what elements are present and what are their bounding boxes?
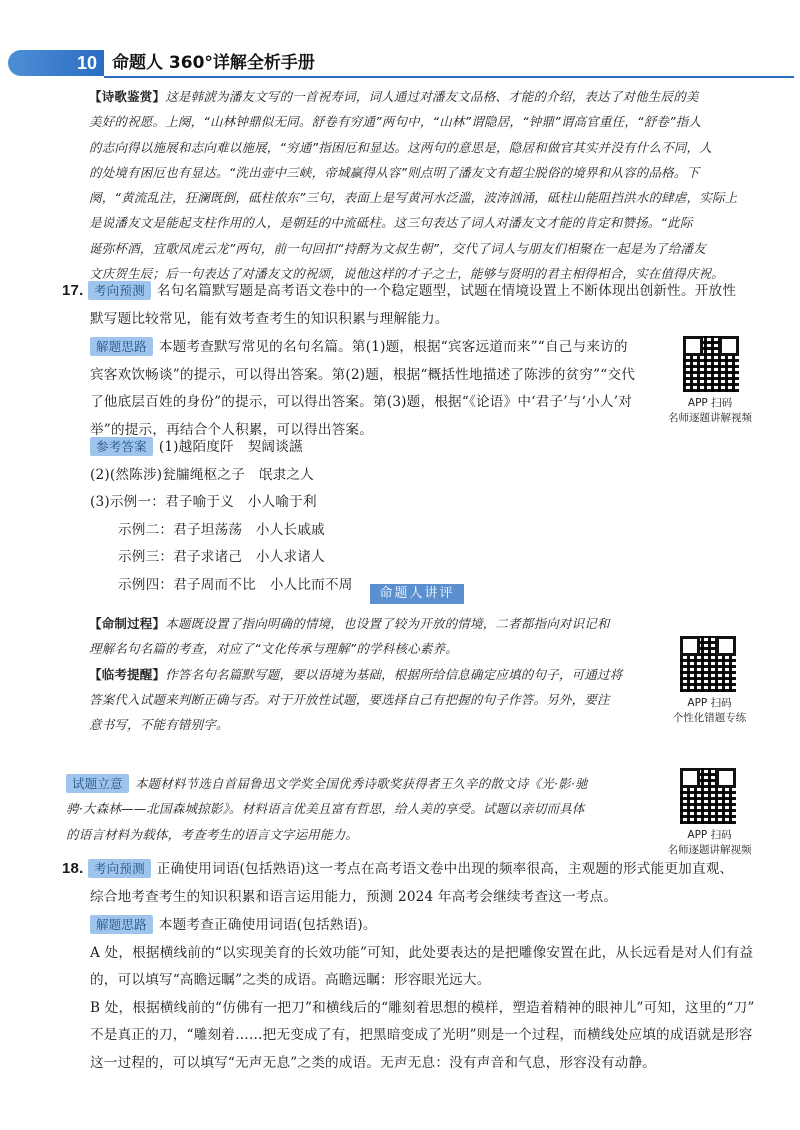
q18-approach-line: 本题考查正确使用词语(包括熟语)。 xyxy=(158,917,377,933)
qr-caption-line: APP 扫码 xyxy=(687,397,733,409)
reminder-line: 答案代入试题来判断正确与否。对于开放性试题，要选择自己有把握的句子作答。另外，要注 xyxy=(89,691,610,707)
q18-forecast-line: 正确使用词语(包括熟语)这一考点在高考语文卷中出现的频率很高，主观题的形式能更加直观、 xyxy=(156,861,734,877)
q18-approach xyxy=(90,912,780,1077)
appreciation-line: 这是韩淲为潘友文写的一首祝寿词，词人通过对潘友文品格、才能的介绍，表达了对他生辰的美 xyxy=(165,89,699,104)
q17-qr-caption xyxy=(655,396,765,426)
q17-answer-line: 示例四：君子周而不比 小人比而不周 xyxy=(118,576,353,593)
intent-block xyxy=(66,771,666,847)
qr-caption-line: APP 扫码 xyxy=(687,697,732,709)
q18-forecast-line: 综合地考查考生的知识积累和语言运用能力，预测 2024 年高考会继续考查这一考点。 xyxy=(90,888,618,905)
q17-approach-line: 本题考查默写常见的名句名篇。第(1)题，根据“宾客远道而来”“自己与来访的 xyxy=(158,339,628,355)
q17-answer-line: (3)示例一：君子喻于义 小人喻于利 xyxy=(90,494,317,510)
appreciation-block xyxy=(89,84,789,286)
q18-forecast xyxy=(62,856,782,911)
q17-answer-line: 示例二：君子坦荡荡 小人长戚戚 xyxy=(118,521,325,538)
q18-para-a-line: A 处，根据横线前的“以实现美育的长效功能”可知，此处要表达的是把雕像安置在此，从长远看是对人们有益 xyxy=(90,944,754,961)
q18-para-b-line: 不是真正的刀，“雕刻着……把无变成了有，把黑暗变成了光明”则是一个过程，而横线处应填的成语就是形容 xyxy=(90,1027,753,1043)
q17-approach-tag: 解题思路 xyxy=(90,337,153,356)
q17-approach-line: 宾客欢饮畅谈”的提示，可以得出答案。第(2)题，根据“概括性地描述了陈涉的贫穷”“交代 xyxy=(90,366,636,383)
process-line: 理解名句名篇的考查，对应了“文化传承与理解”的学科核心素养。 xyxy=(89,641,458,657)
book-title: 命题人 360°详解全析手册 xyxy=(112,53,315,73)
q17-answer-line: (2)(然陈涉)瓮牖绳枢之子 氓隶之人 xyxy=(90,466,314,483)
q17-forecast-tag: 考向预测 xyxy=(88,281,151,300)
process-label: 【命制过程】 xyxy=(89,616,166,631)
process-line: 本题既设置了指向明确的情境，也设置了较为开放的情境，二者都指向对识记和 xyxy=(165,616,610,631)
q17-answers xyxy=(90,434,690,599)
qr-code-icon[interactable] xyxy=(683,336,739,392)
appreciation-line: 阕，“黄流乱注，狂澜既倒，砥柱侬东”三句，表面上是写黄河水泛滥，波涛汹涌，砥柱山能阻挡洪水的肆虐，实际上 xyxy=(89,190,738,206)
qr-code-icon[interactable] xyxy=(680,768,736,824)
appreciation-line: 文庆贺生辰；后一句表达了对潘友文的祝颂，说他这样的才子之士，能够与贤明的君主相得相合，实在值得庆祝。 xyxy=(89,266,725,282)
qr-caption-line: 名师逐题讲解视频 xyxy=(667,844,752,856)
q18-para-a-line: 的，可以填写“高瞻远瞩”之类的成语。高瞻远瞩：形容眼光远大。 xyxy=(90,972,491,988)
qr-caption-line: 个性化错题专练 xyxy=(672,712,747,724)
intent-line: 本题材料节选自首届鲁迅文学奖全国优秀诗歌奖获得者王久辛的散文诗《光·影·驰 xyxy=(134,776,588,791)
q17-forecast-line: 名句名篇默写题是高考语文卷中的一个稳定题型，试题在情境设置上不断体现出创新性。开放性 xyxy=(156,283,737,299)
intent-line: 骋·大森林——北国森城掠影》。材料语言优美且富有哲思，给人美的享受。试题以亲切而具体 xyxy=(66,801,585,817)
q17-answer-tag: 参考答案 xyxy=(90,437,153,456)
page-number: 10 xyxy=(76,53,98,73)
q17-answer-line: (1)越陌度阡 契阔谈讌 xyxy=(158,439,303,455)
q17-number: 17. xyxy=(62,282,84,299)
appreciation-line: 诞弥杯酒，宜歌凤虎云龙”两句，前一句回扣“持酹为文叔生朝”，交代了词人与朋友们相聚在一起是为了给潘友 xyxy=(89,240,706,256)
q18-approach-tag: 解题思路 xyxy=(90,915,153,934)
appreciation-line: 美好的祝愿。上阕，“山林钟鼎似无同。舒卷有穷通”两句中，“山林”谓隐居，“钟鼎”谓高官重任，“舒卷”指人 xyxy=(89,114,702,130)
qr-code-icon[interactable] xyxy=(680,636,736,692)
q17-approach-line: 举”的提示，再结合个人积累，可以得出答案。 xyxy=(90,421,374,438)
appreciation-line: 的处境有困厄也有显达。“洗出壶中三峡，帝城赢得从容”则点明了潘友文有超尘脱俗的境界和从容的品格。下 xyxy=(89,164,700,180)
q18-para-b-line: B 处，根据横线前的“仿佛有一把刀”和横线后的“雕刻着思想的模样，塑造着精神的眼神儿”可知，这里的“刀” xyxy=(90,999,755,1016)
commentary-qr-caption xyxy=(652,696,767,726)
q17-forecast xyxy=(62,278,782,333)
appreciation-line: 是说潘友文是能起支柱作用的人，是朝廷的中流砥柱。这三句表达了词人对潘友文才能的肯定和赞扬。“此际 xyxy=(89,215,693,231)
appreciation-label: 【诗歌鉴赏】 xyxy=(89,89,166,104)
commentary-block xyxy=(89,611,669,737)
q17-approach xyxy=(90,334,670,444)
qr-caption-line: APP 扫码 xyxy=(687,829,732,841)
reminder-line: 作答名句名篇默写题，要以语境为基础，根据所给信息确定应填的句子，可通过将 xyxy=(165,666,623,682)
q18-para-b-line: 这一过程的，可以填写“无声无息”之类的成语。无声无息：没有声音和气息，形容没有动静。 xyxy=(90,1054,657,1071)
q18-forecast-tag: 考向预测 xyxy=(88,859,151,878)
q17-approach-line: 了他底层百姓的身份”的提示，可以得出答案。第(3)题，根据“《论语》中‘君子’与‘小人’对 xyxy=(90,394,633,410)
reminder-line: 意书写，不能有错别字。 xyxy=(89,717,229,733)
intent-tag: 试题立意 xyxy=(66,774,129,793)
q17-answer-line: 示例三：君子求诸己 小人求诸人 xyxy=(118,549,325,565)
reminder-label: 【临考提醒】 xyxy=(89,666,166,682)
intent-qr-caption xyxy=(652,828,767,858)
appreciation-line: 的志向得以施展和志向难以施展，“穷通”指困厄和显达。这两句的意思是，隐居和做官其实并没有什么不同，人 xyxy=(89,139,712,155)
header-rule xyxy=(104,76,794,78)
commentary-banner: 命题人讲评 xyxy=(370,584,464,604)
q18-number: 18. xyxy=(62,860,84,877)
qr-caption-line: 名师逐题讲解视频 xyxy=(668,412,752,424)
q17-forecast-line: 默写题比较常见，能有效考查考生的知识积累与理解能力。 xyxy=(90,310,449,327)
intent-line: 的语言材料为载体，考查考生的语言文字运用能力。 xyxy=(66,826,359,842)
